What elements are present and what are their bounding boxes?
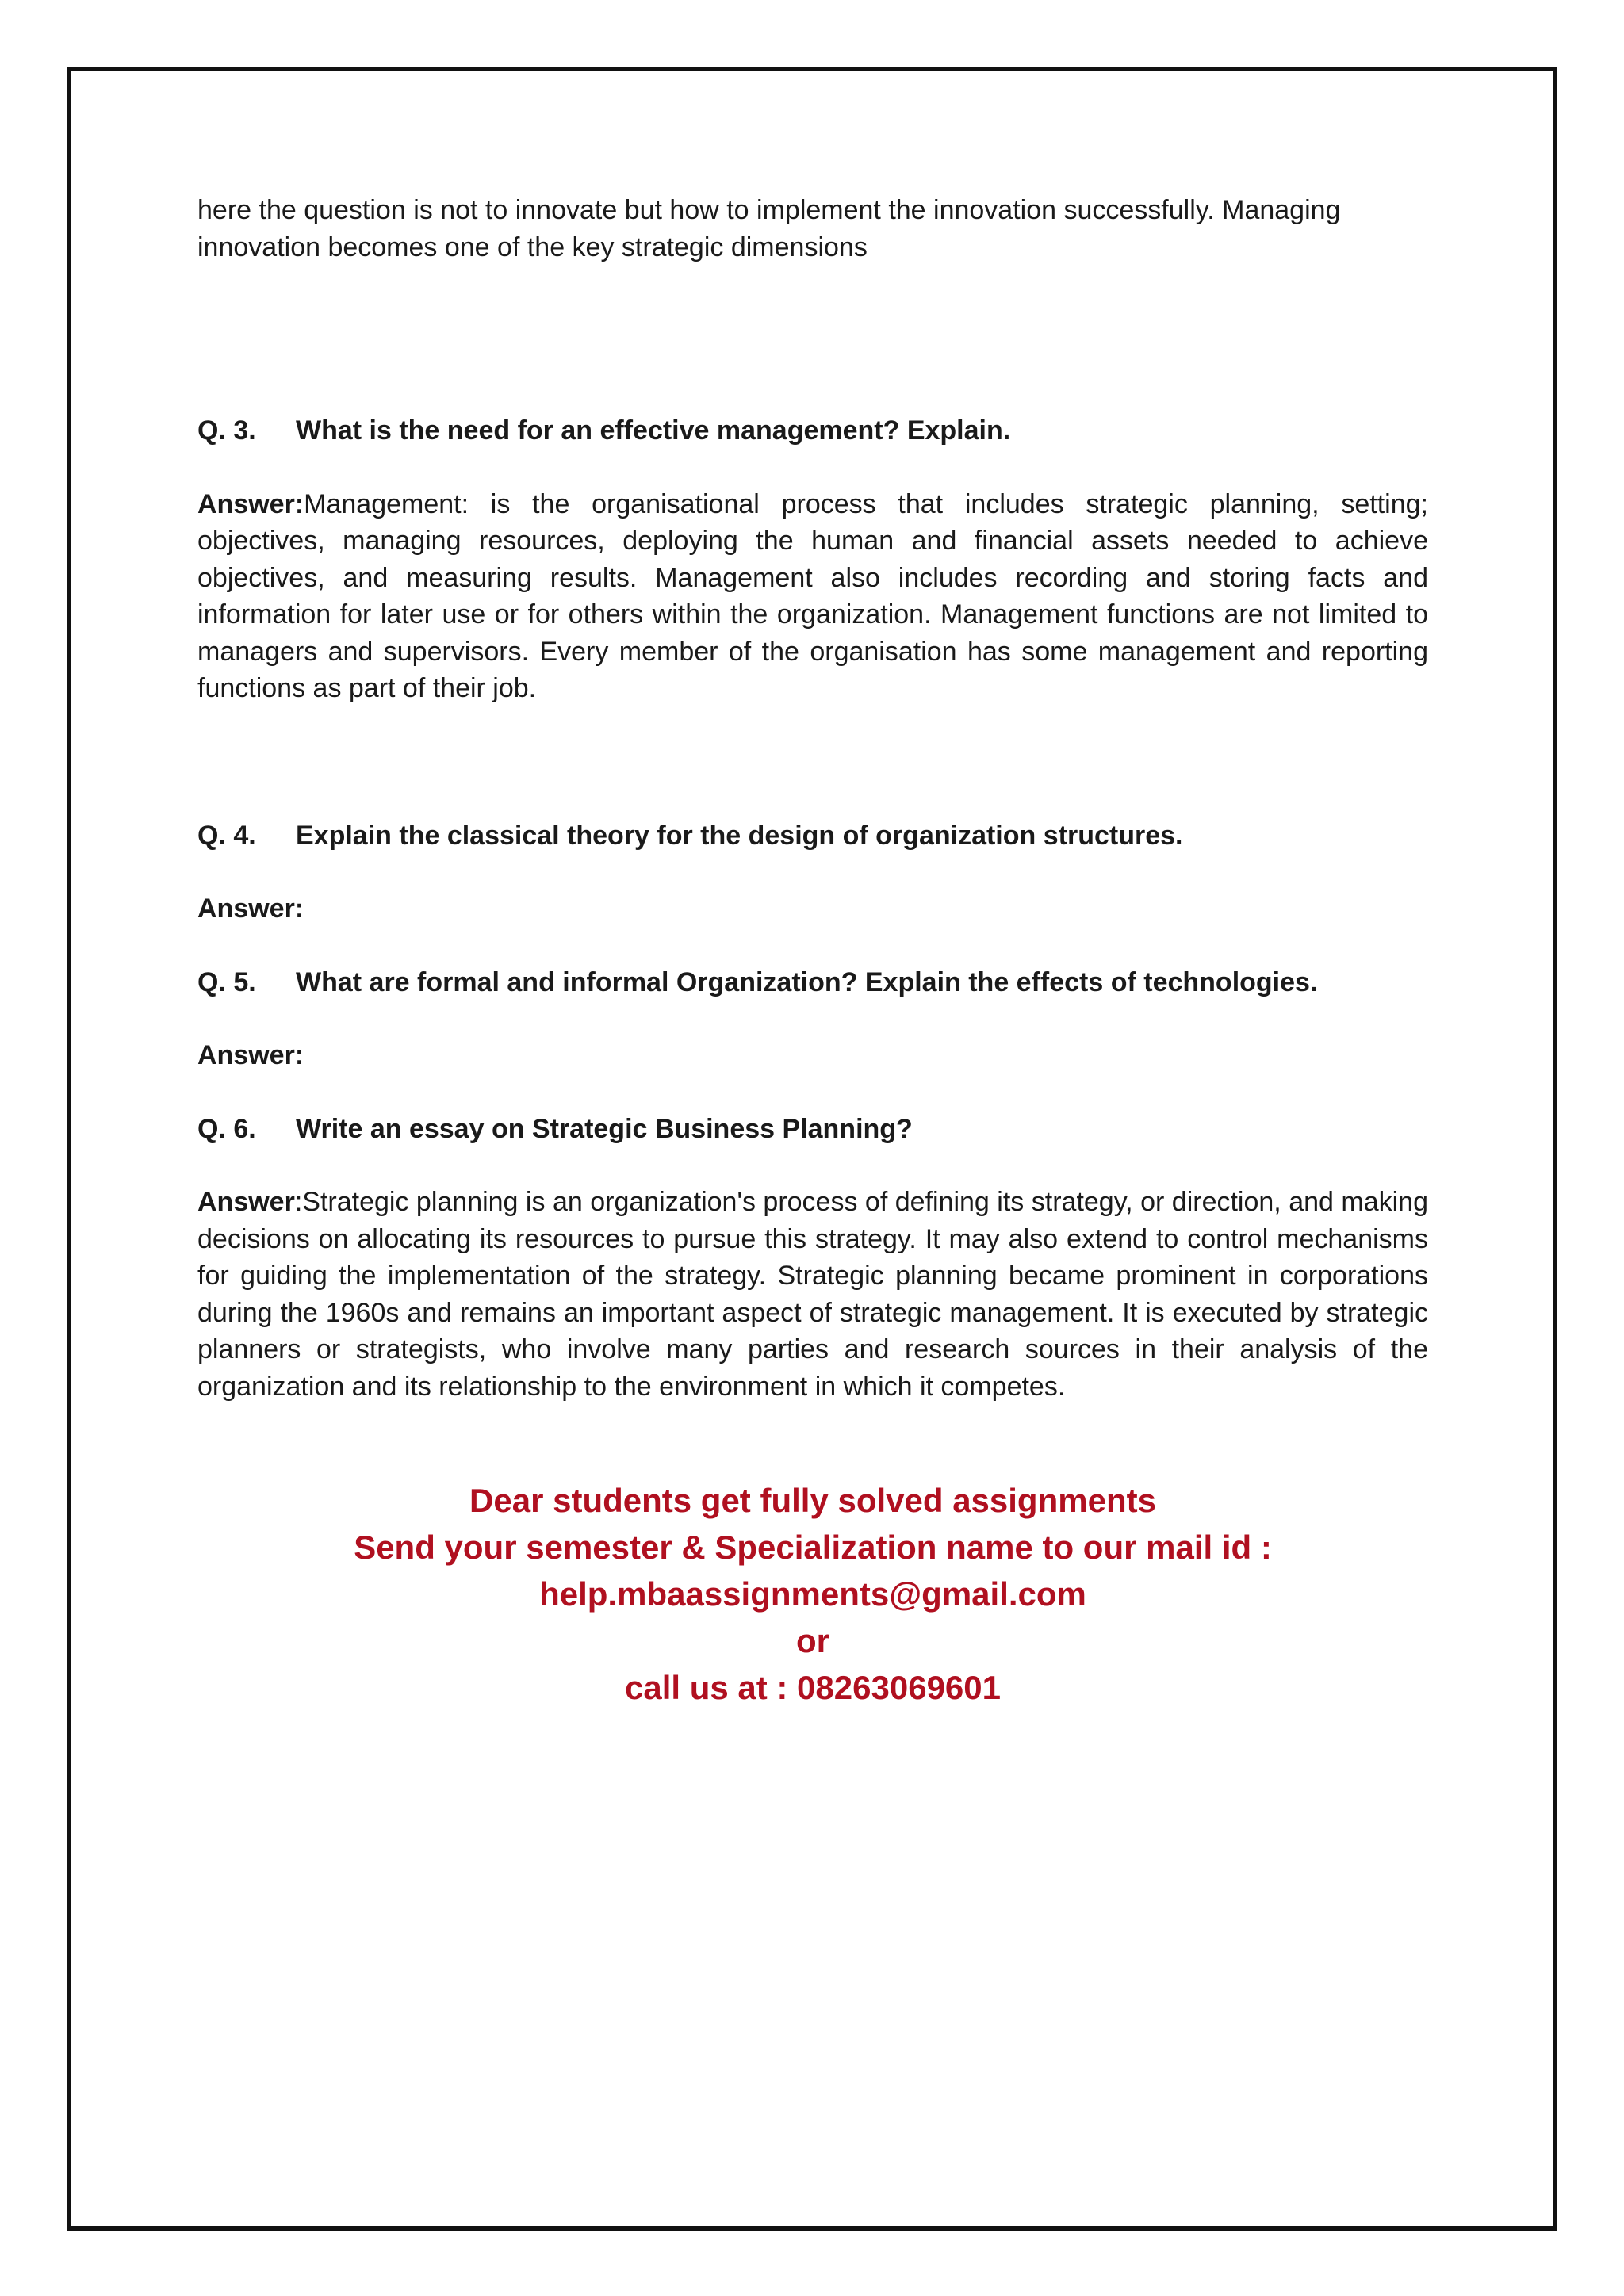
promo-or: or xyxy=(796,1622,829,1659)
document-body xyxy=(197,192,1428,1405)
promo-email[interactable]: help.mbaassignments@gmail.com xyxy=(539,1575,1086,1613)
question-text: What are formal and informal Organization? Explain the effects of technologies. xyxy=(296,966,1318,997)
question-5 xyxy=(197,964,1428,1001)
answer-text: :Strategic planning is an organization's process of defining its strategy, or direction, and making decisions on allocating its resources to pursue this strategy. It may also extend to control mechanisms for guiding the implementation of the strategy. Strategic planning became prominent in corporations during the 1960s and remains an important aspect of strategic management. It is executed by strategic planners or strategists, who involve many parties and research sources in their analysis of the organization and its relationship to the environment in which it competes. xyxy=(197,1187,1428,1402)
answer-label: Answer xyxy=(197,1187,295,1217)
question-number: Q. 5. xyxy=(197,966,256,997)
answer-5-label: Answer: xyxy=(197,1040,304,1070)
question-3 xyxy=(197,412,1428,450)
promo-headline: Dear students get fully solved assignments xyxy=(469,1482,1156,1519)
question-text: Explain the classical theory for the design of organization structures. xyxy=(296,820,1183,851)
promo-instruction: Send your semester & Specialization name to our mail id : xyxy=(354,1529,1272,1566)
promo-phone[interactable]: call us at : 08263069601 xyxy=(624,1669,1002,1706)
promo-block xyxy=(197,1477,1428,1711)
question-text: Write an essay on Strategic Business Planning? xyxy=(296,1113,913,1144)
question-text: What is the need for an effective management? Explain. xyxy=(296,415,1011,446)
answer-3 xyxy=(197,486,1428,707)
question-6 xyxy=(197,1111,1428,1148)
question-number: Q. 6. xyxy=(197,1113,256,1144)
question-4 xyxy=(197,817,1428,855)
answer-label: Answer: xyxy=(197,488,304,519)
question-number: Q. 3. xyxy=(197,415,256,446)
intro-paragraph: here the question is not to innovate but how to implement the innovation successfully. Managing innovation becomes one of the key strategic dimensions xyxy=(197,195,1341,262)
answer-6 xyxy=(197,1184,1428,1405)
question-number: Q. 4. xyxy=(197,820,256,851)
answer-4-label: Answer: xyxy=(197,894,304,924)
answer-text: Management: is the organisational process that includes strategic planning, setting; objectives, managing resources, deploying the human and financial assets needed to achieve objectives, and measuring results. Management also includes recording and storing facts and information for later use or for others within the organization. Management functions are not limited to managers and supervisors. Every member of the organisation has some management and reporting functions as part of their job. xyxy=(197,488,1428,703)
